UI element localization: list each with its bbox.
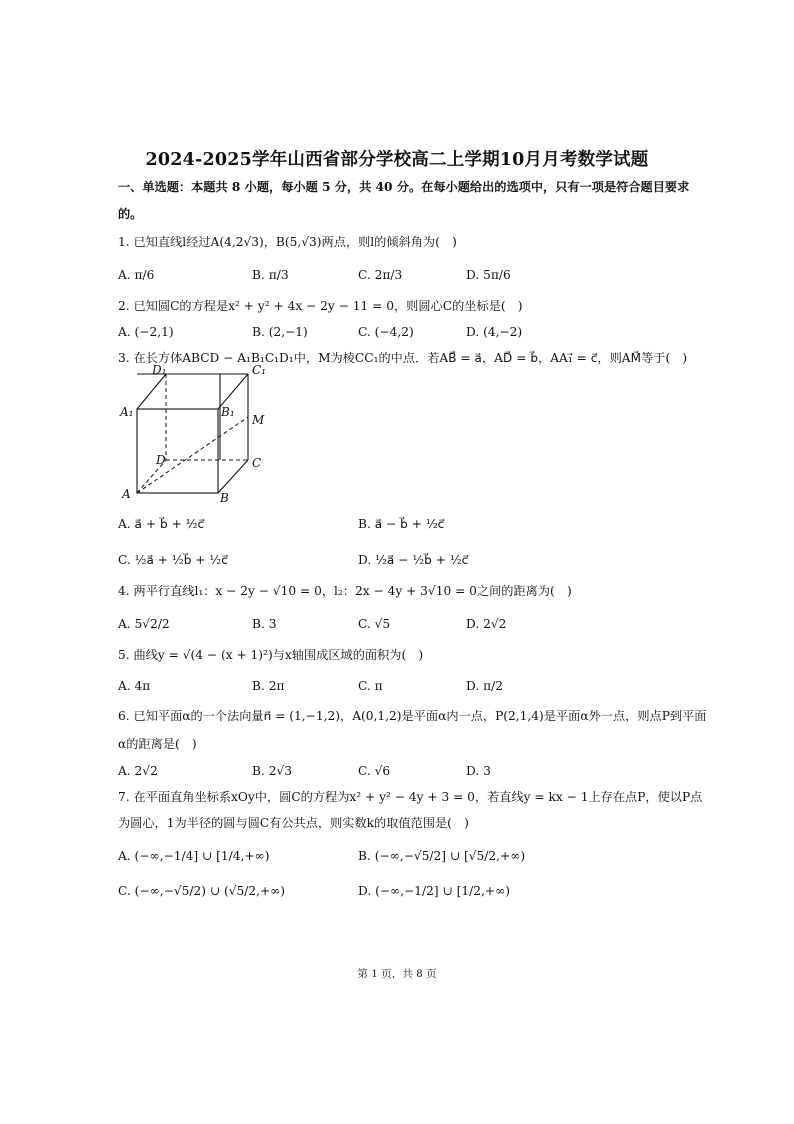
edge-a1d1 xyxy=(137,374,166,409)
q5-option-c: C. π xyxy=(358,679,383,693)
q2-option-a: A. (−2,1) xyxy=(118,325,174,339)
q7-option-d: D. (−∞,−1/2] ∪ [1/2,+∞) xyxy=(358,884,510,898)
label-m: M xyxy=(252,413,265,427)
q5-option-a: A. 4π xyxy=(118,679,151,693)
label-d1: D₁ xyxy=(152,364,167,377)
q6-option-c: C. √6 xyxy=(358,764,391,778)
front-face xyxy=(137,409,218,493)
q5-option-d: D. π/2 xyxy=(466,679,503,693)
question-3-stem: 3. 在长方体ABCD − A₁B₁C₁D₁中，M为棱CC₁的中点．若AB⃗ = a⃗，AD⃗ = b⃗，AA₁⃗ = c⃗，则AM⃗等于( ) xyxy=(118,351,688,365)
section-heading-cont: 的。 xyxy=(118,207,143,221)
question-6-stem: 6. 已知平面α的一个法向量n⃗ = (1,−1,2)，A(0,1,2)是平面α内一点，P(2,1,4)是平面α外一点，则点P到平面 xyxy=(118,709,707,723)
q2-option-b: B. (2,−1) xyxy=(252,325,308,339)
edge-bc xyxy=(218,460,248,493)
q6-option-d: D. 3 xyxy=(466,764,491,778)
q4-option-a: A. 5√2/2 xyxy=(118,617,170,631)
label-a1: A₁ xyxy=(120,405,134,419)
q4-option-c: C. √5 xyxy=(358,617,391,631)
label-c1: C₁ xyxy=(252,364,266,377)
q1-option-b: B. π/3 xyxy=(252,268,289,282)
q3-option-c: C. ½a⃗ + ½b⃗ + ½c⃗ xyxy=(118,553,228,567)
label-b1: B₁ xyxy=(221,405,235,419)
section-heading: 一、单选题：本题共 8 小题，每小题 5 分，共 40 分。在每小题给出的选项中，只有一项是符合题目要求 xyxy=(118,180,690,194)
q4-option-d: D. 2√2 xyxy=(466,617,507,631)
label-b: B xyxy=(220,491,229,504)
question-1-stem: 1. 已知直线l经过A(4,2√3)，B(5,√3)两点，则l的倾斜角为( ) xyxy=(118,235,457,249)
q2-option-c: C. (−4,2) xyxy=(358,325,414,339)
question-5-stem: 5. 曲线y = √(4 − (x + 1)²)与x轴围成区域的面积为( ) xyxy=(118,648,424,662)
hidden-segment-am xyxy=(137,417,248,493)
q1-option-a: A. π/6 xyxy=(118,268,155,282)
question-7-stem: 7. 在平面直角坐标系xOy中，圆C的方程为x² + y² − 4y + 3 = 0，若直线y = kx − 1上存在点P，使以P点 xyxy=(118,790,703,804)
label-a: A xyxy=(122,487,131,501)
q4-option-b: B. 3 xyxy=(252,617,277,631)
question-2-stem: 2. 已知圆C的方程是x² + y² + 4x − 2y − 11 = 0，则圆心C的坐标是( ) xyxy=(118,299,523,313)
q1-option-c: C. 2π/3 xyxy=(358,268,403,282)
q7-option-c: C. (−∞,−√5/2) ∪ (√5/2,+∞) xyxy=(118,884,286,898)
label-c: C xyxy=(252,456,262,470)
page-title: 2024-2025学年山西省部分学校高二上学期10月月考数学试题 xyxy=(145,150,649,170)
q7-option-a: A. (−∞,−1/4] ∪ [1/4,+∞) xyxy=(118,849,270,863)
q3-option-b: B. a⃗ − b⃗ + ½c⃗ xyxy=(358,517,445,531)
q5-option-b: B. 2π xyxy=(252,679,285,693)
q6-option-b: B. 2√3 xyxy=(252,764,292,778)
label-d: D xyxy=(156,453,166,467)
cuboid-figure xyxy=(112,364,282,504)
question-7-stem-cont: 为圆心，1为半径的圆与圆C有公共点，则实数k的取值范围是( ) xyxy=(118,816,469,830)
q3-option-d: D. ½a⃗ − ½b⃗ + ½c⃗ xyxy=(358,553,469,567)
edge-b1c1 xyxy=(218,374,248,409)
q2-option-d: D. (4,−2) xyxy=(466,325,523,339)
q3-option-a: A. a⃗ + b⃗ + ½c⃗ xyxy=(118,517,205,531)
page-footer: 第 1 页，共 8 页 xyxy=(357,968,437,980)
q7-option-b: B. (−∞,−√5/2] ∪ [√5/2,+∞) xyxy=(358,849,526,863)
q1-option-d: D. 5π/6 xyxy=(466,268,511,282)
question-4-stem: 4. 两平行直线l₁：x − 2y − √10 = 0，l₂：2x − 4y + 3√10 = 0之间的距离为( ) xyxy=(118,584,572,598)
question-6-stem-cont: α的距离是( ) xyxy=(118,737,197,751)
q6-option-a: A. 2√2 xyxy=(118,764,158,778)
